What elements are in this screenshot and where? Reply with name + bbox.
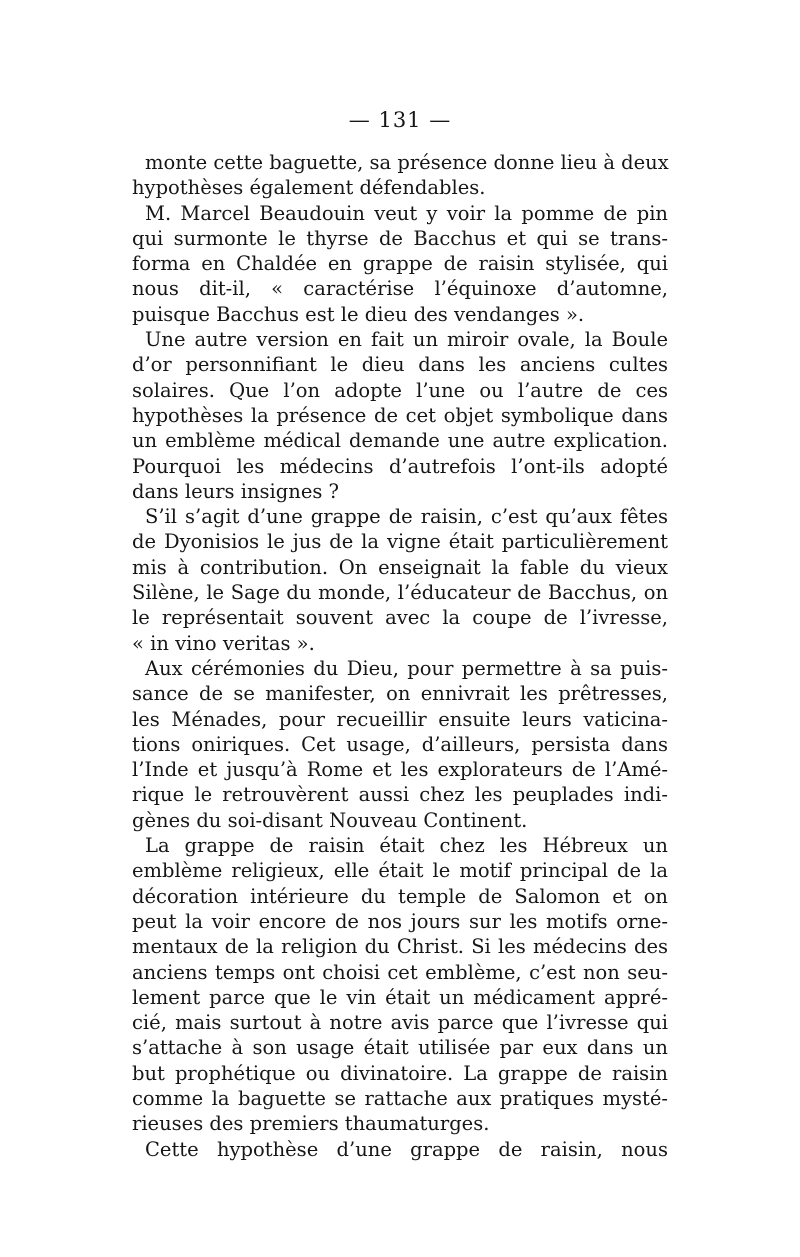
text-line: d’or personnifiant le dieu dans les anciens cultes — [132, 353, 668, 377]
text-line: anciens temps ont choisi cet emblème, c’est non seu- — [132, 960, 668, 984]
paragraph — [132, 150, 668, 201]
text-line: mentaux de la religion du Christ. Si les médecins des — [132, 935, 668, 959]
text-line: Une autre version en fait un miroir ovale, la Boule — [145, 328, 668, 352]
text-line: gènes du soi-disant Nouveau Continent. — [132, 808, 528, 832]
paragraph — [132, 1137, 668, 1162]
text-line: mis à contribution. On enseignait la fable du vieux — [132, 555, 668, 579]
text-line: rique le retrouvèrent aussi chez les peuplades indi- — [132, 783, 668, 807]
paragraph — [132, 201, 668, 327]
paragraph — [132, 833, 668, 1137]
text-line: Aux cérémonies du Dieu, pour permettre à sa puis- — [145, 656, 668, 680]
text-line: monte cette baguette, sa présence donne lieu à deux — [145, 151, 669, 174]
text-line: but prophétique ou divinatoire. La grappe de raisin — [132, 1061, 668, 1085]
text-line: peut la voir encore de nos jours sur les motifs orne- — [132, 909, 668, 933]
text-line: comme la baguette se rattache aux pratiques mysté- — [132, 1086, 668, 1110]
text-line: tions oniriques. Cet usage, d’ailleurs, persista dans — [132, 732, 668, 756]
text-line: le représentait souvent avec la coupe de l’ivresse, — [132, 606, 668, 630]
text-line: un emblème médical demande une autre explication. — [132, 429, 668, 453]
text-line: hypothèses la présence de cet objet symbolique dans — [132, 403, 668, 427]
paragraph — [132, 656, 668, 833]
text-line: La grappe de raisin était chez les Hébreux un — [145, 834, 668, 858]
text-line: de Dyonisios le jus de la vigne était particulièrement — [132, 530, 668, 554]
body-text — [132, 150, 668, 1162]
text-line: cié, mais surtout à notre avis parce que l’ivresse qui — [132, 1011, 668, 1035]
text-line: les Ménades, pour recueillir ensuite leurs vaticina- — [132, 707, 668, 731]
text-line: solaires. Que l’on adopte l’une ou l’autre de ces — [132, 378, 668, 402]
text-line: lement parce que le vin était un médicament appré- — [132, 985, 668, 1009]
paragraph — [132, 327, 668, 504]
text-line: nous dit-il, « caractérise l’équinoxe d’automne, — [132, 277, 668, 301]
text-line: l’Inde et jusqu’à Rome et les explorateurs de l’Amé- — [132, 758, 668, 782]
text-line: puisque Bacchus est le dieu des vendanges ». — [132, 302, 585, 326]
text-line: sance de se manifester, on ennivrait les prêtresses, — [132, 682, 668, 706]
text-line: S’il s’agit d’une grappe de raisin, c’est qu’aux fêtes — [145, 505, 668, 529]
text-line: hypothèses également défendables. — [132, 176, 486, 200]
text-line: M. Marcel Beaudouin veut y voir la pomme de pin — [145, 201, 668, 225]
text-line: Cette hypothèse d’une grappe de raisin, nous — [145, 1137, 668, 1161]
text-line: Pourquoi les médecins d’autrefois l’ont-ils adopté — [132, 454, 668, 478]
paragraph — [132, 504, 668, 656]
page-number: — 131 — — [348, 108, 452, 132]
text-line: rieuses des premiers thaumaturges. — [132, 1112, 490, 1136]
text-line: emblème religieux, elle était le motif principal de la — [132, 859, 668, 883]
text-line: dans leurs insignes ? — [132, 479, 340, 503]
text-line: Silène, le Sage du monde, l’éducateur de Bacchus, on — [132, 581, 668, 605]
text-line: qui surmonte le thyrse de Bacchus et qui se trans- — [132, 226, 668, 250]
text-line: « in vino veritas ». — [132, 631, 315, 655]
text-line: forma en Chaldée en grappe de raisin stylisée, qui — [132, 252, 668, 276]
text-line: s’attache à son usage était utilisée par eux dans un — [132, 1036, 668, 1060]
text-line: décoration intérieure du temple de Salomon et on — [132, 884, 668, 908]
